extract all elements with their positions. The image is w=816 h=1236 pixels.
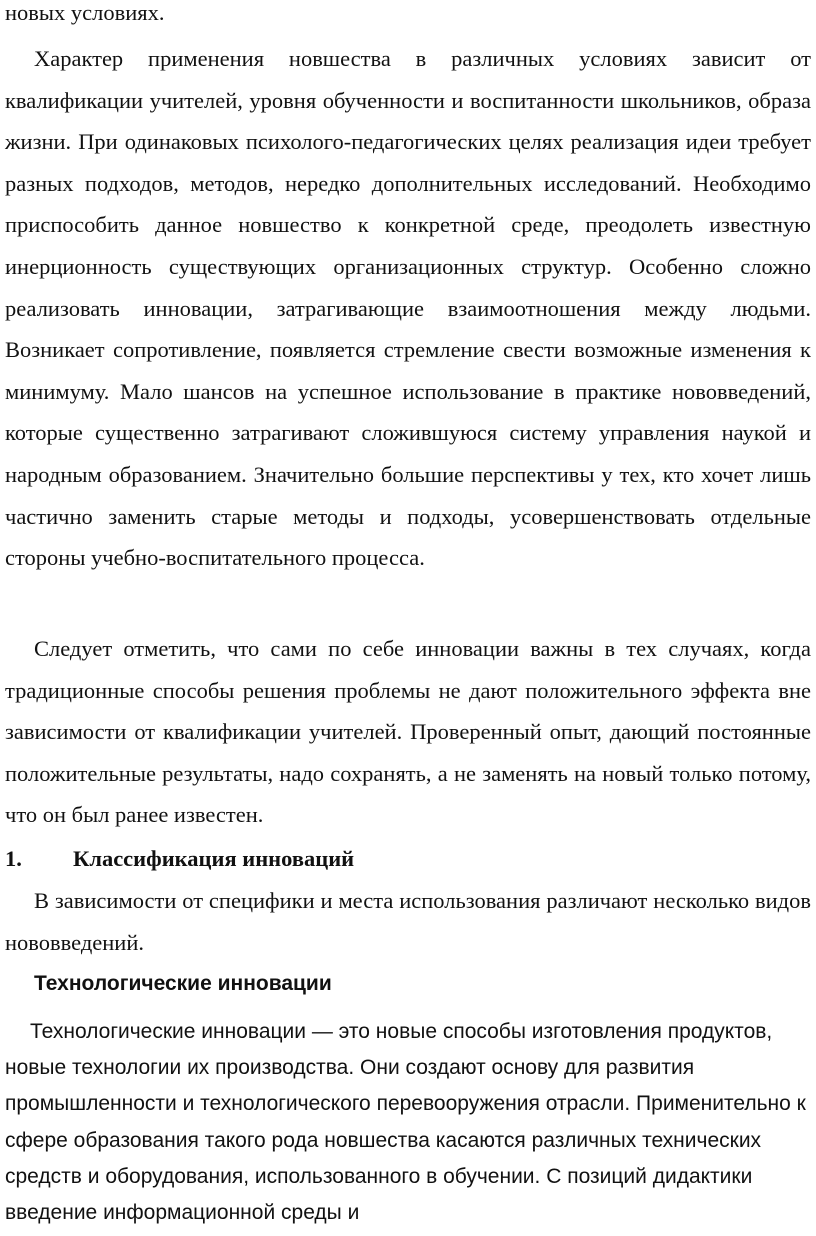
paragraph-innovation-importance: Следует отметить, что сами по себе инновации важны в тех случаях, когда традиционные способы решения проблемы не дают положительного эффекта вне зависимости от квалификации учителей. Проверенный опыт, дающий постоянные положительные результаты, надо сохранять, а не заменять на новый только потому, что он был ранее известен. <box>5 636 811 828</box>
paragraph-technological-innovations: Технологические инновации — это новые способы изготовления продуктов, новые технологии их производства. Они создают основу для развития промышленности и технологического перевооружения отрасли. Применительно к сфере образования такого рода новшества касаются различных технических средств и оборудования, использованного в обучении. С позиций дидактики введение информационной среды и <box>5 1020 806 1225</box>
section-number: 1. <box>5 846 22 871</box>
section-heading <box>5 838 811 880</box>
paragraph-continuation: новых условиях. <box>5 0 165 25</box>
section-title: Классификация инноваций <box>73 846 355 871</box>
paragraph-application-conditions: Характер применения новшества в различных условиях зависит от квалификации учителей, уровня обученности и воспитанности школьников, образа жизни. При одинаковых психолого-педагогических целях реализация идеи требует разных подходов, методов, нередко дополнительных исследований. Необходимо приспособить данное новшество к конкретной среде, преодолеть известную инерционность существующих организационных структур. Особенно сложно реализовать инновации, затрагивающие взаимоотношения между людьми. Возникает сопротивление, появляется стремление свести возможные изменения к минимуму. Мало шансов на успешное использование в практике нововведений, которые существенно затрагивают сложившуюся систему управления наукой и народным образованием. Значительно большие перспективы у тех, кто хочет лишь частично заменить старые методы и подходы, усовершенствовать отдельные стороны учебно-воспитательного процесса. <box>5 46 811 571</box>
subheading-technological-innovations: Технологические инновации <box>34 972 332 995</box>
paragraph-section-intro: В зависимости от специфики и места использования различают несколько видов нововведений. <box>5 888 811 955</box>
